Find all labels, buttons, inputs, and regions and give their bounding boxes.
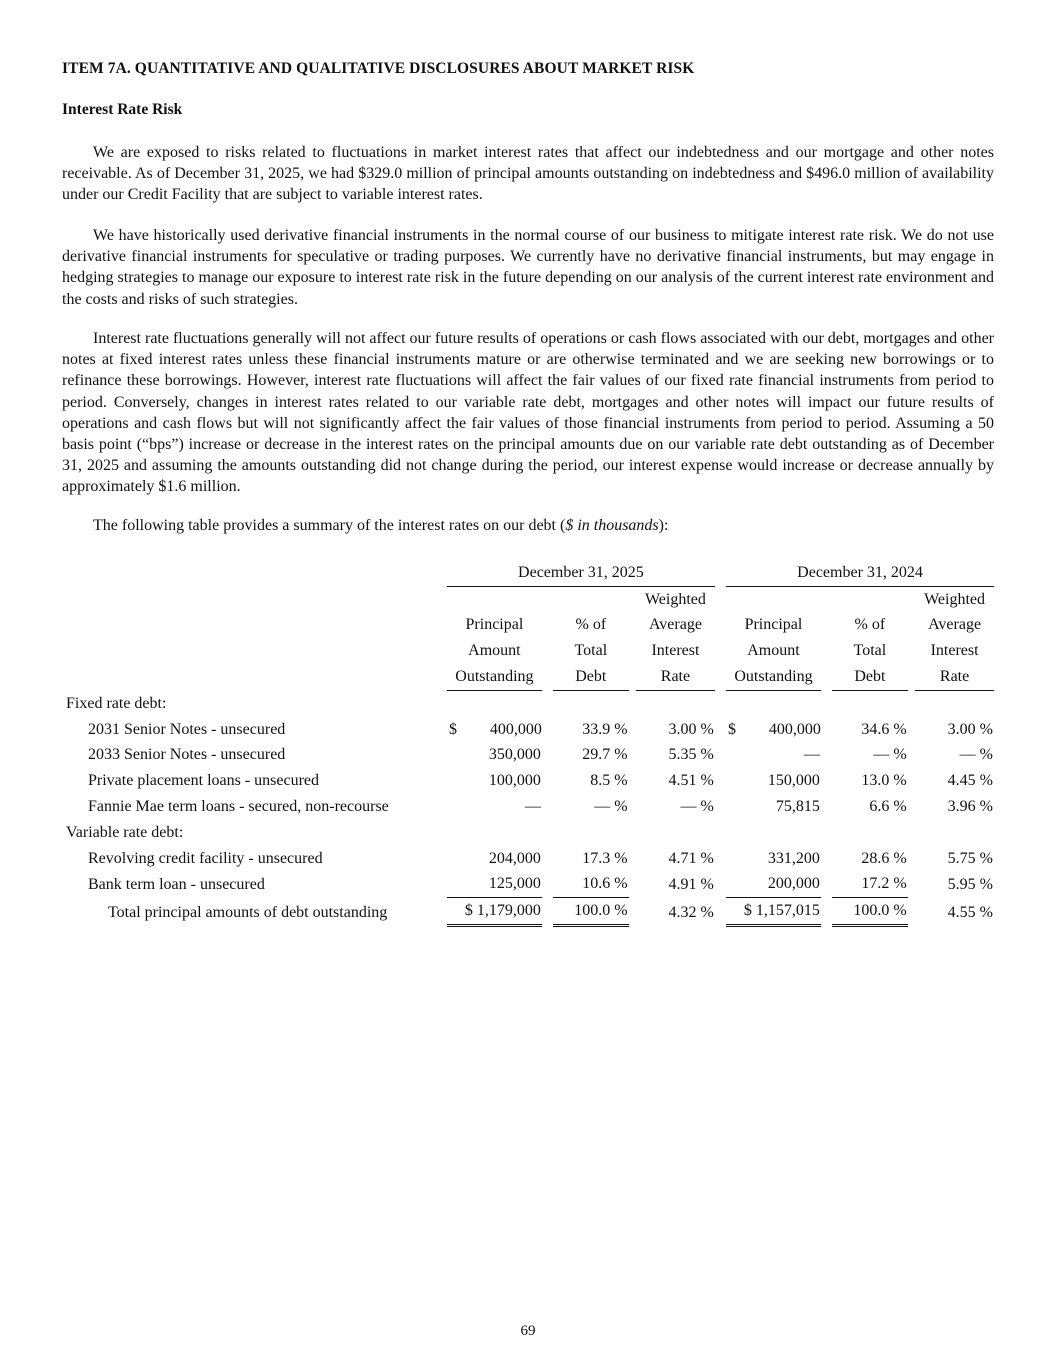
- col-header-text: Principal: [744, 616, 803, 634]
- table-row: [62, 846, 994, 872]
- table-row: [62, 872, 994, 899]
- col-header-text: [726, 587, 821, 613]
- table-row: [62, 743, 994, 769]
- pct-cell: 29.7 %: [582, 746, 628, 764]
- col-header-text: Amount: [468, 642, 521, 660]
- page-number: 69: [520, 1323, 536, 1339]
- amount-cell: —: [803, 746, 820, 764]
- column-header-row: [62, 638, 994, 664]
- pct-cell: 17.3 %: [582, 849, 628, 867]
- col-header-text: % of: [854, 616, 886, 634]
- total-label: Total principal amounts of debt outstanding: [108, 903, 388, 921]
- rate-cell: — %: [959, 746, 993, 764]
- col-header-text: Rate: [636, 664, 715, 691]
- amount-cell: 150,000: [767, 772, 820, 790]
- total-pct-cell: 100.0 %: [832, 898, 908, 927]
- amount-cell: [726, 717, 821, 743]
- amount-cell: [447, 717, 542, 743]
- amount-value: 400,000: [489, 720, 542, 738]
- paragraph-table-intro: [62, 515, 994, 536]
- rate-cell: 5.75 %: [947, 849, 993, 867]
- amount-cell: 100,000: [488, 772, 541, 790]
- col-header-text: Total: [853, 642, 887, 660]
- amount-cell: 75,815: [775, 798, 820, 816]
- rate-cell: 4.71 %: [668, 849, 714, 867]
- amount-cell: 331,200: [767, 849, 820, 867]
- table-row: [62, 794, 994, 820]
- col-header-text: Outstanding: [726, 664, 821, 691]
- section-row-fixed: [62, 691, 994, 717]
- pct-cell: 33.9 %: [582, 720, 628, 738]
- table-row: [62, 717, 994, 743]
- period-header-row: [62, 560, 994, 587]
- column-header-row: [62, 587, 994, 613]
- rate-cell: 5.95 %: [947, 875, 993, 893]
- column-header-row: [62, 613, 994, 639]
- amount-cell: 350,000: [488, 746, 541, 764]
- paragraph-exposure: We are exposed to risks related to fluctuations in market interest rates that affect our indebtedness and our mortgage and other notes receivable. As of December 31, 2025, we had $329.0 million of principal amounts outstanding on indebtedness and $496.0 million of availability under our Credit Facility that are subject to variable interest rates.: [62, 144, 994, 204]
- total-amount-cell: $ 1,179,000: [447, 898, 542, 927]
- amount-cell: —: [524, 798, 541, 816]
- row-label: Private placement loans - unsecured: [88, 772, 320, 790]
- pct-cell: 6.6 %: [869, 798, 907, 816]
- col-header-text: Interest: [930, 642, 979, 660]
- total-rate-cell: 4.55 %: [947, 903, 993, 921]
- amount-cell: 200,000: [726, 872, 821, 899]
- table-intro-end: ):: [658, 517, 669, 534]
- col-header-text: Weighted: [924, 590, 986, 608]
- currency-symbol: $: [728, 720, 737, 738]
- col-header-text: Outstanding: [447, 664, 542, 691]
- pct-cell: — %: [873, 746, 907, 764]
- rate-cell: 4.45 %: [947, 772, 993, 790]
- pct-cell: — %: [594, 798, 628, 816]
- pct-cell: 8.5 %: [590, 772, 628, 790]
- col-header-text: Principal: [465, 616, 524, 634]
- col-header-text: Rate: [915, 664, 994, 691]
- total-rate-cell: 4.32 %: [668, 903, 714, 921]
- section-row-variable: [62, 820, 994, 846]
- subsection-heading: Interest Rate Risk: [62, 101, 183, 118]
- currency-symbol: $: [448, 720, 457, 738]
- col-header-text: Debt: [832, 664, 908, 691]
- amount-value: 400,000: [768, 720, 821, 738]
- col-header-text: % of: [575, 616, 607, 634]
- col-header-text: [447, 587, 542, 613]
- col-header-text: Average: [928, 616, 982, 634]
- section-label: Fixed rate debt:: [66, 694, 167, 712]
- row-label: Fannie Mae term loans - secured, non-recourse: [88, 798, 389, 816]
- table-intro-units: $ in thousands: [565, 517, 659, 534]
- rate-cell: 4.91 %: [668, 875, 714, 893]
- rate-cell: 3.00 %: [947, 720, 993, 738]
- period-header-2024: December 31, 2024: [726, 560, 994, 587]
- section-label: Variable rate debt:: [66, 823, 184, 841]
- total-amount-cell: $ 1,157,015: [726, 898, 821, 927]
- col-header-text: Weighted: [644, 590, 706, 608]
- pct-cell: 34.6 %: [861, 720, 907, 738]
- col-header-text: Amount: [747, 642, 800, 660]
- rate-cell: — %: [680, 798, 714, 816]
- total-row: [62, 898, 994, 927]
- row-label: 2033 Senior Notes - unsecured: [88, 746, 286, 764]
- col-header-text: [553, 587, 629, 613]
- table-row: [62, 768, 994, 794]
- period-header-2025: December 31, 2025: [447, 560, 715, 587]
- row-label: Bank term loan - unsecured: [88, 875, 265, 893]
- col-header-text: Average: [648, 616, 702, 634]
- rate-cell: 4.51 %: [668, 772, 714, 790]
- col-header-text: Total: [574, 642, 608, 660]
- amount-cell: 204,000: [488, 849, 541, 867]
- paragraph-derivatives: We have historically used derivative financial instruments in the normal course of our business to mitigate interest rate risk. We do not use derivative financial instruments for speculative or trading purposes. We currently have no derivative financial instruments, but may engage in hedging strategies to manage our exposure to interest rate risk in the future depending on our analysis of the current interest rate environment and the costs and risks of such strategies.: [62, 227, 994, 308]
- col-header-text: [832, 587, 908, 613]
- paragraph-rate-fluctuations: Interest rate fluctuations generally will not affect our future results of operations or cash flows associated with our debt, mortgages and other notes at fixed interest rates unless these financial instruments mature or are otherwise terminated and we are seeking new borrowings or to refinance these borrowings. However, interest rate fluctuations will affect the fair values of our fixed rate financial instruments from period to period. Conversely, changes in interest rates related to our variable rate debt, mortgages and other notes will impact our future results of operations and cash flows but will not significantly affect the fair values of those financial instruments from period to period. Assuming a 50 basis point (“bps”) increase or decrease in the interest rates on the principal amounts due on our variable rate debt outstanding as of December 31, 2025 and assuming the amounts outstanding did not change during the period, our interest expense would increase or decrease annually by approximately $1.6 million.: [62, 330, 994, 496]
- column-header-row: [62, 664, 994, 691]
- rate-cell: 3.00 %: [668, 720, 714, 738]
- interest-rate-debt-table: [62, 560, 994, 927]
- section-heading: ITEM 7A. QUANTITATIVE AND QUALITATIVE DISCLOSURES ABOUT MARKET RISK: [62, 60, 695, 77]
- col-header-text: Interest: [651, 642, 700, 660]
- col-header-text: Debt: [553, 664, 629, 691]
- table-intro-text: The following table provides a summary of the interest rates on our debt (: [93, 517, 566, 534]
- amount-cell: 125,000: [447, 872, 542, 899]
- row-label: Revolving credit facility - unsecured: [88, 849, 323, 867]
- pct-cell: 28.6 %: [861, 849, 907, 867]
- rate-cell: 5.35 %: [668, 746, 714, 764]
- row-label: 2031 Senior Notes - unsecured: [88, 720, 286, 738]
- pct-cell: 13.0 %: [861, 772, 907, 790]
- pct-cell: 10.6 %: [553, 872, 629, 899]
- rate-cell: 3.96 %: [947, 798, 993, 816]
- total-pct-cell: 100.0 %: [553, 898, 629, 927]
- pct-cell: 17.2 %: [832, 872, 908, 899]
